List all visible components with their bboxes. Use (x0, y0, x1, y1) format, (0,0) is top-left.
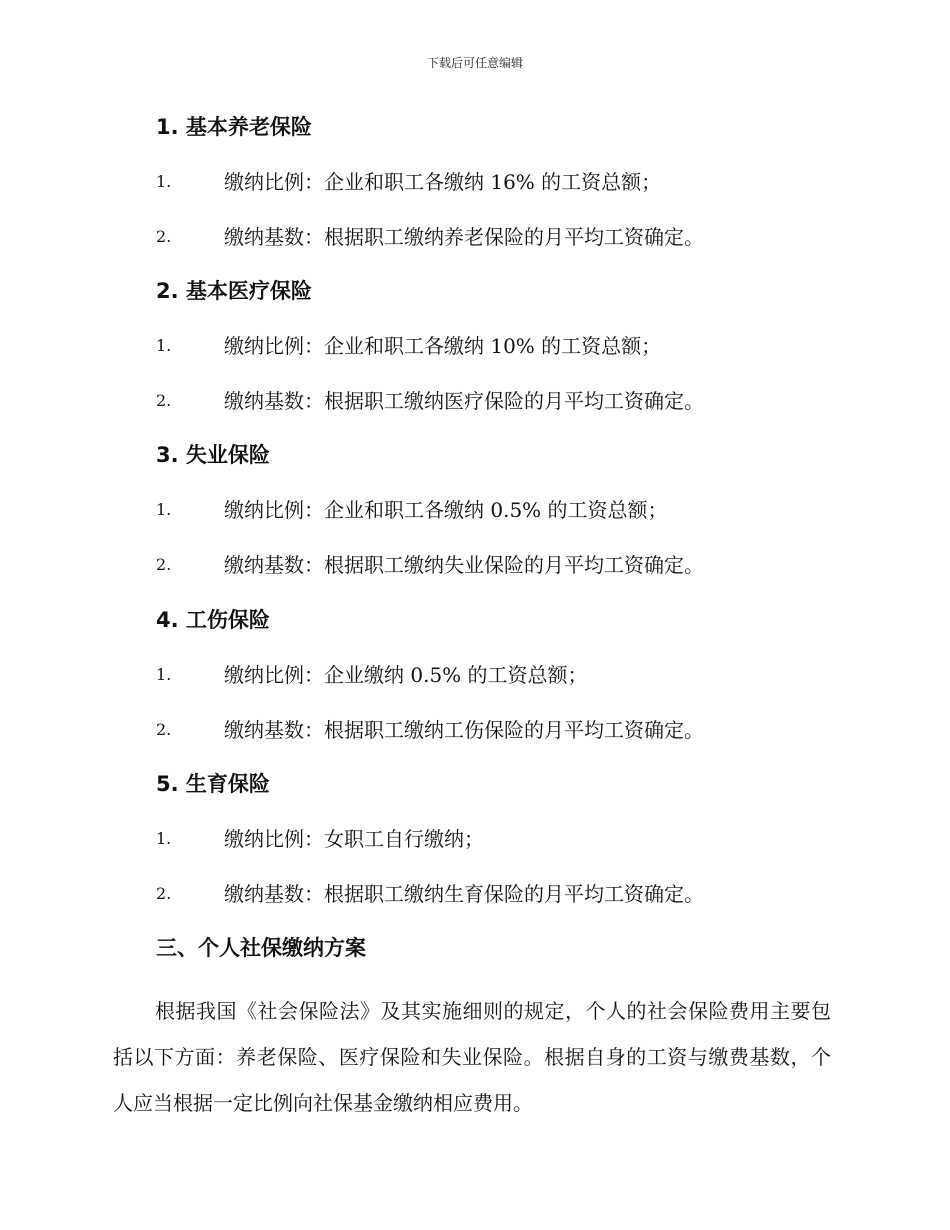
section-heading-injury: 4. 工伤保险 (156, 608, 270, 632)
list-item-text: 缴纳比例：企业和职工各缴纳 0.5% 的工资总额； (224, 498, 668, 522)
list-item-number: 2. (156, 227, 172, 246)
page-header: 下载后可任意编辑 (426, 56, 523, 70)
list-item-number: 1. (156, 336, 172, 355)
list-item-text: 缴纳基数：根据职工缴纳失业保险的月平均工资确定。 (224, 553, 704, 577)
list-item-number: 2. (156, 555, 172, 574)
list-item-text: 缴纳比例：企业和职工各缴纳 16% 的工资总额； (224, 170, 662, 194)
section-heading-maternity: 5. 生育保险 (156, 772, 270, 796)
list-item-text: 缴纳基数：根据职工缴纳医疗保险的月平均工资确定。 (224, 389, 704, 413)
section-heading-pension: 1. 基本养老保险 (156, 115, 312, 139)
list-item-number: 2. (156, 391, 172, 410)
list-item-text: 缴纳基数：根据职工缴纳生育保险的月平均工资确定。 (224, 882, 704, 906)
list-item-number: 1. (156, 665, 172, 684)
section-heading-unemployment: 3. 失业保险 (156, 443, 270, 467)
list-item-text: 缴纳比例：企业缴纳 0.5% 的工资总额； (224, 663, 588, 687)
list-item-number: 2. (156, 884, 172, 903)
list-item-number: 1. (156, 172, 172, 191)
section-heading-medical: 2. 基本医疗保险 (156, 279, 312, 303)
list-item-text: 缴纳比例：女职工自行缴纳； (224, 827, 484, 851)
section-title-personal-plan: 三、个人社保缴纳方案 (156, 936, 366, 960)
list-item-number: 1. (156, 500, 172, 519)
body-paragraph: 根据我国《社会保险法》及其实施细则的规定，个人的社会保险费用主要包括以下方面：养老保险、医疗保险和失业保险。根据自身的工资与缴费基数，个人应当根据一定比例向社保基金缴纳相应费用。 (113, 999, 831, 1115)
list-item-number: 2. (156, 720, 172, 739)
list-item-number: 1. (156, 829, 172, 848)
list-item-text: 缴纳比例：企业和职工各缴纳 10% 的工资总额； (224, 334, 662, 358)
list-item-text: 缴纳基数：根据职工缴纳工伤保险的月平均工资确定。 (224, 718, 704, 742)
list-item-text: 缴纳基数：根据职工缴纳养老保险的月平均工资确定。 (224, 225, 704, 249)
